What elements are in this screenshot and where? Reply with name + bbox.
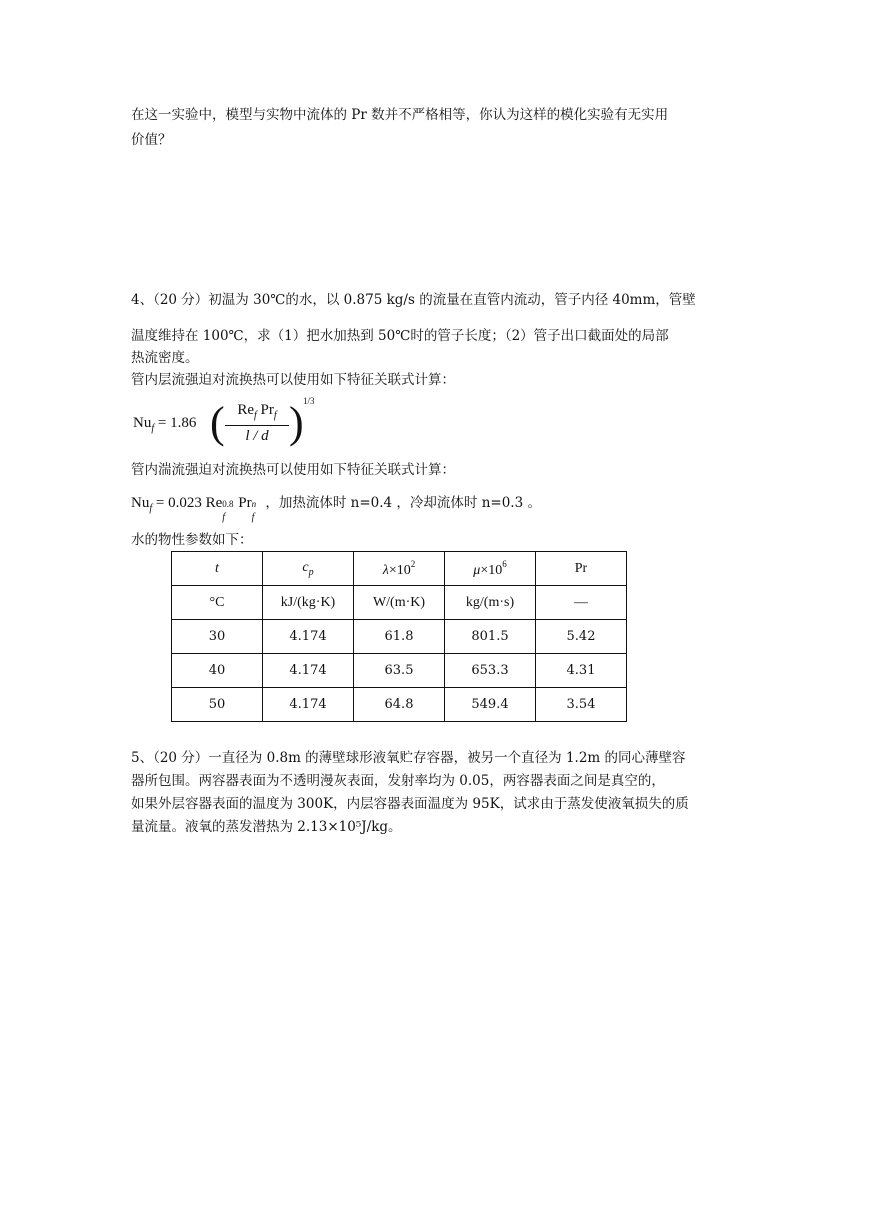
laminar-equals: = 1.86 [157,415,197,431]
laminar-den: l / d [245,428,269,444]
turb-re-sub: f [222,512,226,523]
turbulent-formula [131,493,541,523]
table-cell: 4.174 [263,688,354,722]
table-cell: 4.174 [263,620,354,654]
turb-pr-sub: f [251,512,255,523]
turbulent-intro: 管内湍流强迫对流换热可以使用如下特征关联式计算： [131,462,455,478]
q3-text-line-1: 在这一实验中，模型与实物中流体的 Pr 数并不严格相等，你认为这样的模化实验有无实用 [131,107,669,123]
table-header-row [172,552,627,586]
table-cell: 61.8 [354,620,445,654]
table-cell: 40 [172,654,263,688]
laminar-num-re: Re [237,402,254,418]
laminar-num-pr: Pr [260,402,274,418]
unit-mu: kg/(m·s) [445,586,536,620]
header-pr: Pr [536,552,627,586]
q3-text-line-2: 价值？ [131,132,172,148]
unit-cp: kJ/(kg·K) [263,586,354,620]
table-cell: 63.5 [354,654,445,688]
q5-text-line-1: 5、（20 分）一直径为 0.8m 的薄壁球形液氧贮存容器，被另一个直径为 1.2m 的同心薄壁容 [131,750,686,766]
q4-text-line-2: 温度维持在 100℃，求（1）把水加热到 50℃时的管子长度；（2）管子出口截面处的局部 [131,328,669,344]
q5-text-line-2: 器所包围。两容器表面为不透明漫灰表面，发射率均为 0.05，两容器表面之间是真空的， [131,773,665,789]
table-cell: 50 [172,688,263,722]
fraction-bar [225,425,289,426]
table-cell: 64.8 [354,688,445,722]
turb-lhs-sub: f [149,503,153,514]
turb-pr-sup: n [251,499,257,509]
header-lambda: $\lambda\times 10^2$ [354,552,445,586]
laminar-lhs-sub: f [151,423,155,434]
laminar-formula [133,396,315,452]
table-cell: 549.4 [445,688,536,722]
left-paren: ( [210,398,225,447]
table-row [172,654,627,688]
q5-text-line-4: 量流量。液氧的蒸发潜热为 2.13×10⁵J/kg。 [131,819,402,835]
laminar-intro: 管内层流强迫对流换热可以使用如下特征关联式计算： [131,372,455,388]
table-cell: 801.5 [445,620,536,654]
turb-note: ，加热流体时 n=0.4 ，冷却流体时 n=0.3 。 [265,495,541,511]
table-row [172,688,627,722]
header-t: t [172,552,263,586]
laminar-num-pr-sub: f [273,410,277,421]
unit-lambda: W/(m·K) [354,586,445,620]
q4-text-line-3: 热流密度。 [131,350,199,366]
table-cell: 4.31 [536,654,627,688]
table-cell: 30 [172,620,263,654]
table-cell: 5.42 [536,620,627,654]
turb-lhs: Nu [131,495,150,511]
laminar-num-re-sub: f [254,410,257,421]
unit-t: °C [172,586,263,620]
table-cell: 3.54 [536,688,627,722]
laminar-lhs: Nu [133,415,152,431]
header-cp: $c_p$ [263,552,354,586]
water-properties-table [171,551,627,722]
turb-rhs: = 0.023 Re [155,495,223,511]
laminar-exp: 1/3 [303,396,315,406]
water-props-intro: 水的物性参数如下： [131,532,253,548]
q4-text-line-1: 4、（20 分）初温为 30℃的水，以 0.875 kg/s 的流量在直管内流动，管子内径 40mm，管壁 [131,292,696,308]
unit-pr: — [536,586,627,620]
table-cell: 653.3 [445,654,536,688]
right-paren: ) [289,398,304,447]
turb-pr: Pr [238,495,252,511]
table-cell: 4.174 [263,654,354,688]
turb-re-sup: 0.8 [222,499,234,509]
q5-text-line-3: 如果外层容器表面的温度为 300K，内层容器表面温度为 95K，试求由于蒸发使液氧损失的质 [131,796,689,812]
header-mu: $\mu\times 10^6$ [445,552,536,586]
table-row [172,620,627,654]
table-unit-row [172,586,627,620]
